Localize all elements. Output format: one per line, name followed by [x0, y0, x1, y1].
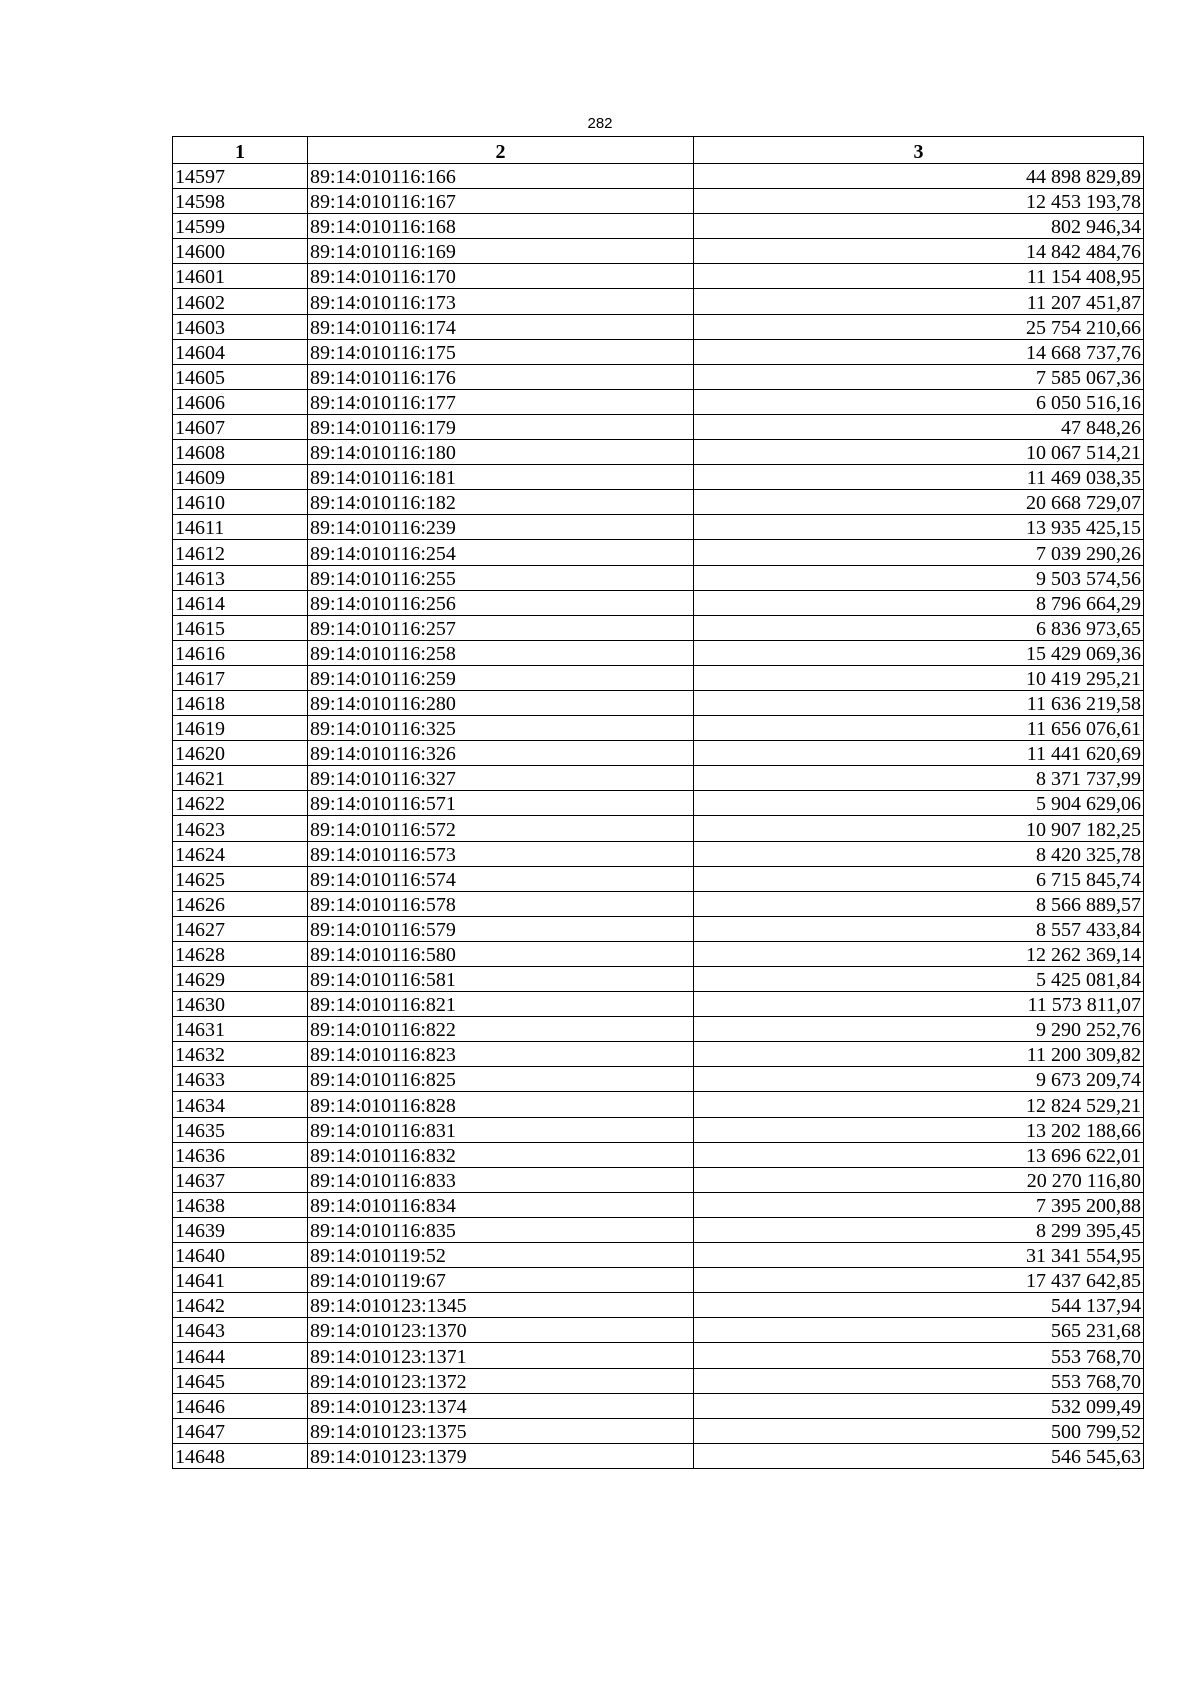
cadastral-number-cell: 89:14:010116:578	[308, 891, 694, 916]
row-number-cell: 14618	[173, 690, 308, 715]
table-row	[173, 1293, 1144, 1318]
row-number-cell: 14604	[173, 339, 308, 364]
value-cell: 5 904 629,06	[694, 791, 1144, 816]
row-number-cell: 14648	[173, 1443, 308, 1468]
cadastral-number-cell: 89:14:010116:177	[308, 389, 694, 414]
cadastral-number-cell: 89:14:010116:254	[308, 540, 694, 565]
cadastral-number-cell: 89:14:010116:280	[308, 690, 694, 715]
row-number-cell: 14639	[173, 1217, 308, 1242]
table-row	[173, 1443, 1144, 1468]
cadastral-number-cell: 89:14:010116:180	[308, 440, 694, 465]
cadastral-number-cell: 89:14:010116:181	[308, 465, 694, 490]
table-row	[173, 565, 1144, 590]
row-number-cell: 14597	[173, 164, 308, 189]
column-header-1: 1	[173, 137, 308, 164]
row-number-cell: 14610	[173, 490, 308, 515]
cadastral-number-cell: 89:14:010116:259	[308, 665, 694, 690]
value-cell: 553 768,70	[694, 1343, 1144, 1368]
value-cell: 17 437 642,85	[694, 1268, 1144, 1293]
value-cell: 13 696 622,01	[694, 1142, 1144, 1167]
row-number-cell: 14603	[173, 314, 308, 339]
cadastral-number-cell: 89:14:010119:67	[308, 1268, 694, 1293]
value-cell: 20 270 116,80	[694, 1167, 1144, 1192]
value-cell: 15 429 069,36	[694, 640, 1144, 665]
cadastral-number-cell: 89:14:010116:326	[308, 741, 694, 766]
table-row	[173, 440, 1144, 465]
cadastral-number-cell: 89:14:010116:572	[308, 816, 694, 841]
value-cell: 8 371 737,99	[694, 766, 1144, 791]
row-number-cell: 14634	[173, 1092, 308, 1117]
value-cell: 14 842 484,76	[694, 239, 1144, 264]
row-number-cell: 14640	[173, 1243, 308, 1268]
table-row	[173, 515, 1144, 540]
value-cell: 8 796 664,29	[694, 590, 1144, 615]
table-row	[173, 289, 1144, 314]
value-cell: 553 768,70	[694, 1368, 1144, 1393]
row-number-cell: 14609	[173, 465, 308, 490]
cadastral-number-cell: 89:14:010116:169	[308, 239, 694, 264]
cadastral-number-cell: 89:14:010116:167	[308, 189, 694, 214]
value-cell: 12 262 369,14	[694, 941, 1144, 966]
table-row	[173, 164, 1144, 189]
row-number-cell: 14599	[173, 214, 308, 239]
value-cell: 47 848,26	[694, 414, 1144, 439]
value-cell: 500 799,52	[694, 1418, 1144, 1443]
value-cell: 544 137,94	[694, 1293, 1144, 1318]
value-cell: 565 231,68	[694, 1318, 1144, 1343]
row-number-cell: 14641	[173, 1268, 308, 1293]
cadastral-number-cell: 89:14:010116:825	[308, 1067, 694, 1092]
table-row	[173, 590, 1144, 615]
page-number: 282	[587, 115, 613, 132]
value-cell: 25 754 210,66	[694, 314, 1144, 339]
table-row	[173, 1142, 1144, 1167]
value-cell: 13 935 425,15	[694, 515, 1144, 540]
row-number-cell: 14621	[173, 766, 308, 791]
row-number-cell: 14646	[173, 1393, 308, 1418]
table-row	[173, 992, 1144, 1017]
table-row	[173, 540, 1144, 565]
table-row	[173, 314, 1144, 339]
row-number-cell: 14615	[173, 615, 308, 640]
row-number-cell: 14630	[173, 992, 308, 1017]
row-number-cell: 14638	[173, 1192, 308, 1217]
table-header-row	[173, 137, 1144, 164]
cadastral-number-cell: 89:14:010116:174	[308, 314, 694, 339]
row-number-cell: 14644	[173, 1343, 308, 1368]
table-row	[173, 640, 1144, 665]
cadastral-number-cell: 89:14:010116:581	[308, 967, 694, 992]
cadastral-number-cell: 89:14:010116:256	[308, 590, 694, 615]
column-header-3: 3	[694, 137, 1144, 164]
table-row	[173, 766, 1144, 791]
cadastral-number-cell: 89:14:010116:580	[308, 941, 694, 966]
table-row	[173, 189, 1144, 214]
cadastral-number-cell: 89:14:010123:1345	[308, 1293, 694, 1318]
value-cell: 14 668 737,76	[694, 339, 1144, 364]
row-number-cell: 14601	[173, 264, 308, 289]
table-row	[173, 490, 1144, 515]
table-row	[173, 941, 1144, 966]
table-row	[173, 967, 1144, 992]
row-number-cell: 14636	[173, 1142, 308, 1167]
row-number-cell: 14645	[173, 1368, 308, 1393]
row-number-cell: 14607	[173, 414, 308, 439]
value-cell: 10 419 295,21	[694, 665, 1144, 690]
cadastral-number-cell: 89:14:010116:834	[308, 1192, 694, 1217]
table-row	[173, 816, 1144, 841]
row-number-cell: 14605	[173, 364, 308, 389]
row-number-cell: 14612	[173, 540, 308, 565]
table-row	[173, 1192, 1144, 1217]
row-number-cell: 14613	[173, 565, 308, 590]
value-cell: 10 907 182,25	[694, 816, 1144, 841]
table-row	[173, 465, 1144, 490]
table-row	[173, 389, 1144, 414]
cadastral-number-cell: 89:14:010116:258	[308, 640, 694, 665]
value-cell: 9 503 574,56	[694, 565, 1144, 590]
row-number-cell: 14624	[173, 841, 308, 866]
cadastral-value-table	[172, 136, 1144, 1469]
row-number-cell: 14620	[173, 741, 308, 766]
row-number-cell: 14608	[173, 440, 308, 465]
row-number-cell: 14632	[173, 1042, 308, 1067]
table-row	[173, 741, 1144, 766]
cadastral-number-cell: 89:14:010123:1370	[308, 1318, 694, 1343]
table-row	[173, 866, 1144, 891]
row-number-cell: 14606	[173, 389, 308, 414]
cadastral-number-cell: 89:14:010116:832	[308, 1142, 694, 1167]
value-cell: 11 207 451,87	[694, 289, 1144, 314]
value-cell: 11 636 219,58	[694, 690, 1144, 715]
table-row	[173, 364, 1144, 389]
row-number-cell: 14628	[173, 941, 308, 966]
row-number-cell: 14627	[173, 916, 308, 941]
row-number-cell: 14647	[173, 1418, 308, 1443]
row-number-cell: 14602	[173, 289, 308, 314]
table-row	[173, 339, 1144, 364]
table-row	[173, 1167, 1144, 1192]
cadastral-number-cell: 89:14:010116:182	[308, 490, 694, 515]
cadastral-number-cell: 89:14:010116:173	[308, 289, 694, 314]
row-number-cell: 14622	[173, 791, 308, 816]
value-cell: 532 099,49	[694, 1393, 1144, 1418]
cadastral-number-cell: 89:14:010116:170	[308, 264, 694, 289]
table-row	[173, 264, 1144, 289]
table-row	[173, 916, 1144, 941]
cadastral-number-cell: 89:14:010123:1375	[308, 1418, 694, 1443]
table-row	[173, 1217, 1144, 1242]
table-row	[173, 1092, 1144, 1117]
row-number-cell: 14635	[173, 1117, 308, 1142]
row-number-cell: 14619	[173, 716, 308, 741]
row-number-cell: 14642	[173, 1293, 308, 1318]
table-row	[173, 615, 1144, 640]
table-row	[173, 690, 1144, 715]
cadastral-number-cell: 89:14:010116:821	[308, 992, 694, 1017]
cadastral-number-cell: 89:14:010116:325	[308, 716, 694, 741]
cadastral-number-cell: 89:14:010116:823	[308, 1042, 694, 1067]
value-cell: 9 673 209,74	[694, 1067, 1144, 1092]
row-number-cell: 14625	[173, 866, 308, 891]
cadastral-number-cell: 89:14:010116:255	[308, 565, 694, 590]
value-cell: 44 898 829,89	[694, 164, 1144, 189]
table-row	[173, 1117, 1144, 1142]
value-cell: 10 067 514,21	[694, 440, 1144, 465]
row-number-cell: 14600	[173, 239, 308, 264]
cadastral-number-cell: 89:14:010116:573	[308, 841, 694, 866]
table-row	[173, 891, 1144, 916]
row-number-cell: 14633	[173, 1067, 308, 1092]
row-number-cell: 14629	[173, 967, 308, 992]
row-number-cell: 14623	[173, 816, 308, 841]
table-row	[173, 716, 1144, 741]
value-cell: 6 715 845,74	[694, 866, 1144, 891]
table-row	[173, 1318, 1144, 1343]
table-row	[173, 1243, 1144, 1268]
cadastral-number-cell: 89:14:010116:327	[308, 766, 694, 791]
value-cell: 8 299 395,45	[694, 1217, 1144, 1242]
value-cell: 11 469 038,35	[694, 465, 1144, 490]
cadastral-number-cell: 89:14:010116:168	[308, 214, 694, 239]
table-row	[173, 414, 1144, 439]
row-number-cell: 14598	[173, 189, 308, 214]
cadastral-number-cell: 89:14:010116:257	[308, 615, 694, 640]
value-cell: 31 341 554,95	[694, 1243, 1144, 1268]
value-cell: 13 202 188,66	[694, 1117, 1144, 1142]
value-cell: 5 425 081,84	[694, 967, 1144, 992]
value-cell: 11 154 408,95	[694, 264, 1144, 289]
row-number-cell: 14617	[173, 665, 308, 690]
cadastral-number-cell: 89:14:010116:175	[308, 339, 694, 364]
value-cell: 7 395 200,88	[694, 1192, 1144, 1217]
cadastral-number-cell: 89:14:010116:831	[308, 1117, 694, 1142]
table-row	[173, 665, 1144, 690]
value-cell: 546 545,63	[694, 1443, 1144, 1468]
value-cell: 802 946,34	[694, 214, 1144, 239]
cadastral-number-cell: 89:14:010119:52	[308, 1243, 694, 1268]
value-cell: 11 441 620,69	[694, 741, 1144, 766]
cadastral-number-cell: 89:14:010123:1379	[308, 1443, 694, 1468]
value-cell: 6 836 973,65	[694, 615, 1144, 640]
row-number-cell: 14631	[173, 1017, 308, 1042]
table-body	[173, 164, 1144, 1469]
row-number-cell: 14637	[173, 1167, 308, 1192]
row-number-cell: 14616	[173, 640, 308, 665]
cadastral-number-cell: 89:14:010116:835	[308, 1217, 694, 1242]
table-row	[173, 1268, 1144, 1293]
row-number-cell: 14643	[173, 1318, 308, 1343]
cadastral-number-cell: 89:14:010116:828	[308, 1092, 694, 1117]
value-cell: 8 557 433,84	[694, 916, 1144, 941]
value-cell: 11 200 309,82	[694, 1042, 1144, 1067]
table-row	[173, 239, 1144, 264]
value-cell: 7 585 067,36	[694, 364, 1144, 389]
cadastral-number-cell: 89:14:010123:1372	[308, 1368, 694, 1393]
cadastral-number-cell: 89:14:010116:176	[308, 364, 694, 389]
table-row	[173, 214, 1144, 239]
cadastral-number-cell: 89:14:010116:166	[308, 164, 694, 189]
row-number-cell: 14626	[173, 891, 308, 916]
value-cell: 12 824 529,21	[694, 1092, 1144, 1117]
cadastral-number-cell: 89:14:010116:822	[308, 1017, 694, 1042]
row-number-cell: 14611	[173, 515, 308, 540]
table-row	[173, 1017, 1144, 1042]
table-row	[173, 841, 1144, 866]
value-cell: 8 566 889,57	[694, 891, 1144, 916]
value-cell: 12 453 193,78	[694, 189, 1144, 214]
value-cell: 8 420 325,78	[694, 841, 1144, 866]
table-row	[173, 1067, 1144, 1092]
value-cell: 11 573 811,07	[694, 992, 1144, 1017]
cadastral-number-cell: 89:14:010116:833	[308, 1167, 694, 1192]
table-row	[173, 791, 1144, 816]
table-row	[173, 1042, 1144, 1067]
table-row	[173, 1418, 1144, 1443]
value-cell: 9 290 252,76	[694, 1017, 1144, 1042]
value-cell: 20 668 729,07	[694, 490, 1144, 515]
value-cell: 6 050 516,16	[694, 389, 1144, 414]
table-row	[173, 1343, 1144, 1368]
table-row	[173, 1393, 1144, 1418]
row-number-cell: 14614	[173, 590, 308, 615]
column-header-2: 2	[308, 137, 694, 164]
value-cell: 7 039 290,26	[694, 540, 1144, 565]
cadastral-number-cell: 89:14:010116:579	[308, 916, 694, 941]
cadastral-number-cell: 89:14:010116:239	[308, 515, 694, 540]
table-row	[173, 1368, 1144, 1393]
cadastral-number-cell: 89:14:010123:1374	[308, 1393, 694, 1418]
cadastral-number-cell: 89:14:010116:571	[308, 791, 694, 816]
value-cell: 11 656 076,61	[694, 716, 1144, 741]
cadastral-number-cell: 89:14:010116:179	[308, 414, 694, 439]
cadastral-number-cell: 89:14:010116:574	[308, 866, 694, 891]
cadastral-number-cell: 89:14:010123:1371	[308, 1343, 694, 1368]
